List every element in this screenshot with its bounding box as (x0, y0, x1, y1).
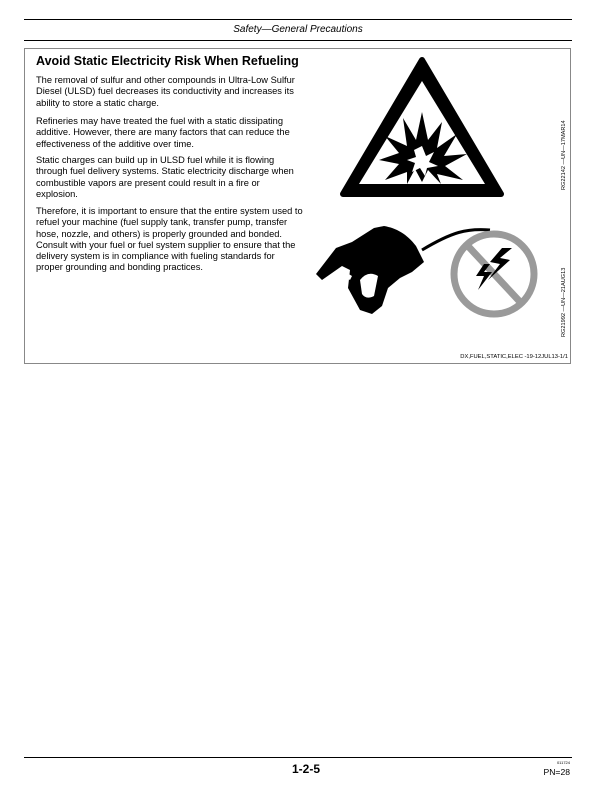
explosion-warning-triangle-icon (339, 56, 505, 198)
fuel-nozzle-no-static-icon (312, 218, 552, 320)
section-title: Avoid Static Electricity Risk When Refueling (36, 54, 299, 68)
header-rule-top (24, 19, 572, 20)
paragraph-2 (36, 116, 304, 150)
paragraph-4-text: Therefore, it is important to ensure that the entire system used to refuel your machine (fuel supply tank, transfer pump, transfer hose, nozzle, and others) is properly grounded and bonded. Consult with your fuel or fuel system supplier to ensure that the delivery system is in compliance with fueling standards for proper grounding and bonding practices. (36, 206, 303, 273)
header-rule-bottom (24, 40, 572, 41)
figure-1-id: RG22142 —UN—17MAR14 (561, 120, 567, 190)
figure-2-id: RG21992 —UN—21AUG13 (561, 267, 567, 337)
paragraph-1 (36, 75, 304, 109)
paragraph-1-text: The removal of sulfur and other compounds in Ultra-Low Sulfur Diesel (ULSD) fuel decreases its conductivity and increases its ability to store a static charge. (36, 75, 295, 108)
paragraph-2-text: Refineries may have treated the fuel with a static dissipating additive. However, there are many factors that can reduce the effectiveness of the additive over time. (36, 116, 290, 149)
paragraph-3 (36, 155, 304, 200)
page-number: 1-2-5 (291, 762, 320, 776)
footer-pn: PN=28 (543, 767, 570, 777)
page-header-title: Safety—General Precautions (233, 24, 363, 35)
paragraph-4 (36, 206, 304, 274)
footer-rule (24, 757, 572, 758)
footer-code: 011724 (556, 760, 570, 765)
paragraph-3-text: Static charges can build up in ULSD fuel while it is flowing through fuel delivery systems. Static electricity discharge when combustible vapors are present could result in a fire or explosion. (36, 155, 294, 199)
document-reference: DX,FUEL,STATIC,ELEC -19-12JUL13-1/1 (460, 354, 568, 360)
